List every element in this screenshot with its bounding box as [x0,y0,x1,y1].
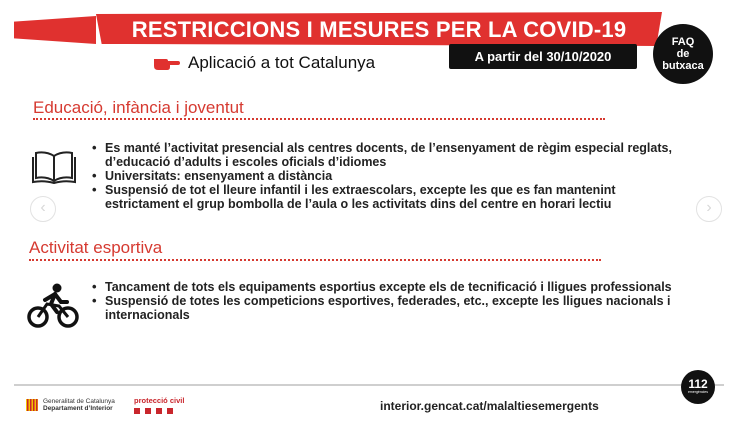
list-item: • Universitats: ensenyament a distància [92,169,692,183]
emergency-caption: emergències [687,390,709,394]
education-list [92,141,692,211]
section-title-education: Educació, infància i joventut [33,98,244,117]
faq-badge-line: butxaca [662,60,704,72]
gencat-name: Generalitat de Catalunya [43,398,115,405]
proteccio-civil-label: protecció civil [134,396,185,405]
section-title-sport: Activitat esportiva [29,238,163,257]
next-slide-button[interactable] [696,196,722,222]
list-item: • Suspensió de tot el lleure infantil i les extraescolars, excepte les que es fan mantenint estrictament el grup bombolla de l’aula o les activitats dins del centre en horari lectiu [92,183,692,211]
gencat-department: Departament d’Interior [43,405,113,412]
emergency-number: 112 [688,377,708,391]
gencat-logo [26,398,115,412]
cyclist-icon [27,282,79,328]
page-title: RESTRICCIONS I MESURES PER LA COVID-19 [131,17,627,42]
banner-strip [14,16,96,44]
footer-divider [14,384,724,386]
pointing-hand-icon [152,53,180,73]
scope-text: Aplicació a tot Catalunya [188,53,376,72]
sport-list [92,280,692,322]
faq-badge [653,24,713,84]
list-item: • Es manté l’activitat presencial als centres docents, de l’ensenyament de règim especial reglats, d’educació d’adults i escoles oficials d’idiomes [92,141,692,169]
faq-badge-line: FAQ [671,36,695,48]
emergency-112-badge [681,370,715,404]
chevron-right-icon: › [706,199,712,216]
proteccio-squares-icon [134,408,184,414]
section-divider [33,118,605,120]
previous-slide-button[interactable] [30,196,56,222]
date-badge: A partir del 30/10/2020 [449,44,637,69]
list-item: • Tancament de tots els equipaments esportius excepte els de tecnificació i lligues professionals [92,280,692,294]
proteccio-civil-logo [134,396,184,414]
book-icon [32,150,76,184]
section-divider [29,259,601,261]
scope-note [152,52,375,74]
list-item: • Suspensió de totes les competicions esportives, federades, etc., excepte les lligues nacionals i internacionals [92,294,692,322]
gencat-flag-icon [26,399,38,411]
chevron-left-icon: ‹ [40,199,46,216]
footer-url: interior.gencat.cat/malaltiesemergents [380,399,599,413]
faq-badge-line: de [676,48,690,60]
